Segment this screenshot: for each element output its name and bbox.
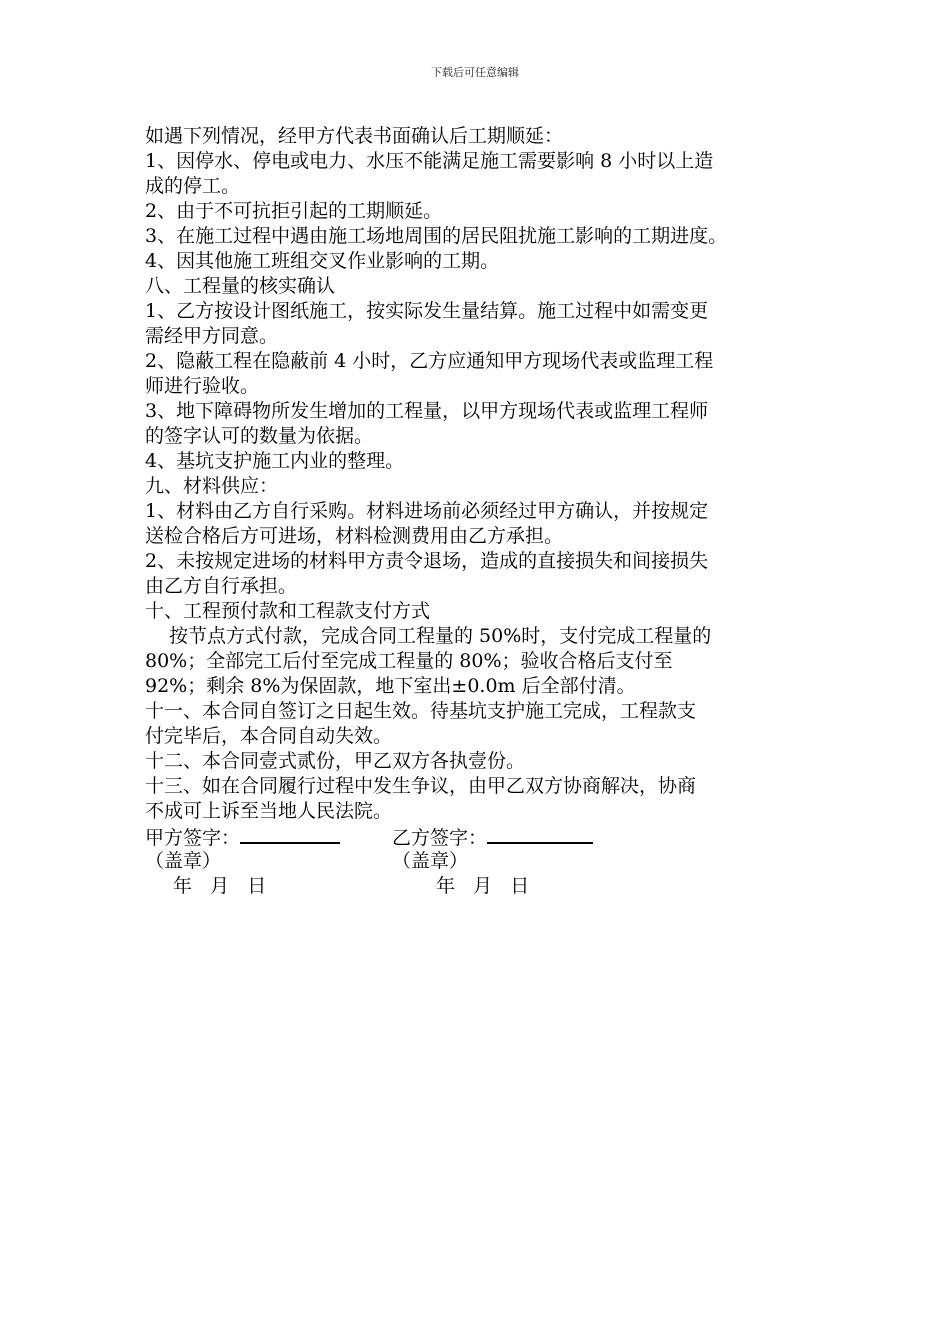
paragraph-line: 十二、本合同壹式贰份，甲乙双方各执壹份。	[145, 750, 526, 772]
paragraph-line: 师进行验收。	[145, 375, 260, 397]
paragraph-line: 付完毕后，本合同自动失效。	[145, 725, 393, 747]
paragraph-line: 1、材料由乙方自行采购。材料进场前必须经过甲方确认，并按规定	[145, 500, 709, 522]
date-row	[145, 874, 825, 899]
seal-row	[145, 849, 825, 874]
party-a-seal: （盖章）	[145, 850, 222, 872]
party-b-seal: （盖章）	[392, 850, 469, 872]
paragraph-line: 2、未按规定进场的材料甲方责令退场，造成的直接损失和间接损失	[145, 550, 709, 572]
party-b-signature-blank[interactable]	[487, 824, 593, 844]
party-b-signature	[392, 824, 593, 851]
paragraph-line: 十三、如在合同履行过程中发生争议，由甲乙双方协商解决，协商	[145, 775, 697, 797]
paragraph-line: 2、由于不可抗拒引起的工期顺延。	[145, 200, 443, 222]
document-body	[145, 124, 825, 899]
signature-row	[145, 824, 825, 849]
paragraph-line: 不成可上诉至当地人民法院。	[145, 800, 393, 822]
section-heading: 九、材料供应：	[145, 475, 279, 497]
page-header-note: 下载后可任意编辑	[431, 66, 519, 79]
party-b-date: 年 月 日	[436, 875, 530, 897]
paragraph-line: 如遇下列情况，经甲方代表书面确认后工期顺延：	[145, 125, 564, 147]
paragraph-line: 4、因其他施工班组交叉作业影响的工期。	[145, 250, 500, 272]
paragraph-line: 3、在施工过程中遇由施工场地周围的居民阻扰施工影响的工期进度。	[145, 225, 728, 247]
paragraph-line: 3、地下障碍物所发生增加的工程量，以甲方现场代表或监理工程师	[145, 400, 709, 422]
section-heading: 八、工程量的核实确认	[145, 275, 336, 297]
paragraph-line: 92%；剩余 8%为保固款，地下室出±0.0m 后全部付清。	[145, 675, 636, 697]
paragraph-line: 需经甲方同意。	[145, 325, 279, 347]
paragraph-line: 2、隐蔽工程在隐蔽前 4 小时，乙方应通知甲方现场代表或监理工程	[145, 350, 714, 372]
section-heading: 十、工程预付款和工程款支付方式	[145, 600, 431, 622]
party-a-signature	[145, 824, 340, 851]
paragraph-line: 1、乙方按设计图纸施工，按实际发生量结算。施工过程中如需变更	[145, 300, 709, 322]
paragraph-line: 4、基坑支护施工内业的整理。	[145, 450, 405, 472]
party-a-signature-label: 甲方签字：	[145, 827, 241, 849]
paragraph-line: 十一、本合同自签订之日起生效。待基坑支护施工完成，工程款支	[145, 700, 697, 722]
party-a-signature-blank[interactable]	[240, 824, 340, 844]
party-a-date: 年 月 日	[173, 875, 267, 897]
paragraph-line: 80%；全部完工后付至完成工程量的 80%；验收合格后支付至	[145, 650, 673, 672]
paragraph-line: 的签字认可的数量为依据。	[145, 425, 374, 447]
paragraph-line: 按节点方式付款，完成合同工程量的 50%时，支付完成工程量的	[169, 625, 712, 647]
party-b-signature-label: 乙方签字：	[392, 827, 488, 849]
paragraph-line: 送检合格后方可进场，材料检测费用由乙方承担。	[145, 525, 564, 547]
paragraph-line: 成的停工。	[145, 175, 241, 197]
paragraph-line: 1、因停水、停电或电力、水压不能满足施工需要影响 8 小时以上造	[145, 150, 714, 172]
paragraph-line: 由乙方自行承担。	[145, 575, 298, 597]
